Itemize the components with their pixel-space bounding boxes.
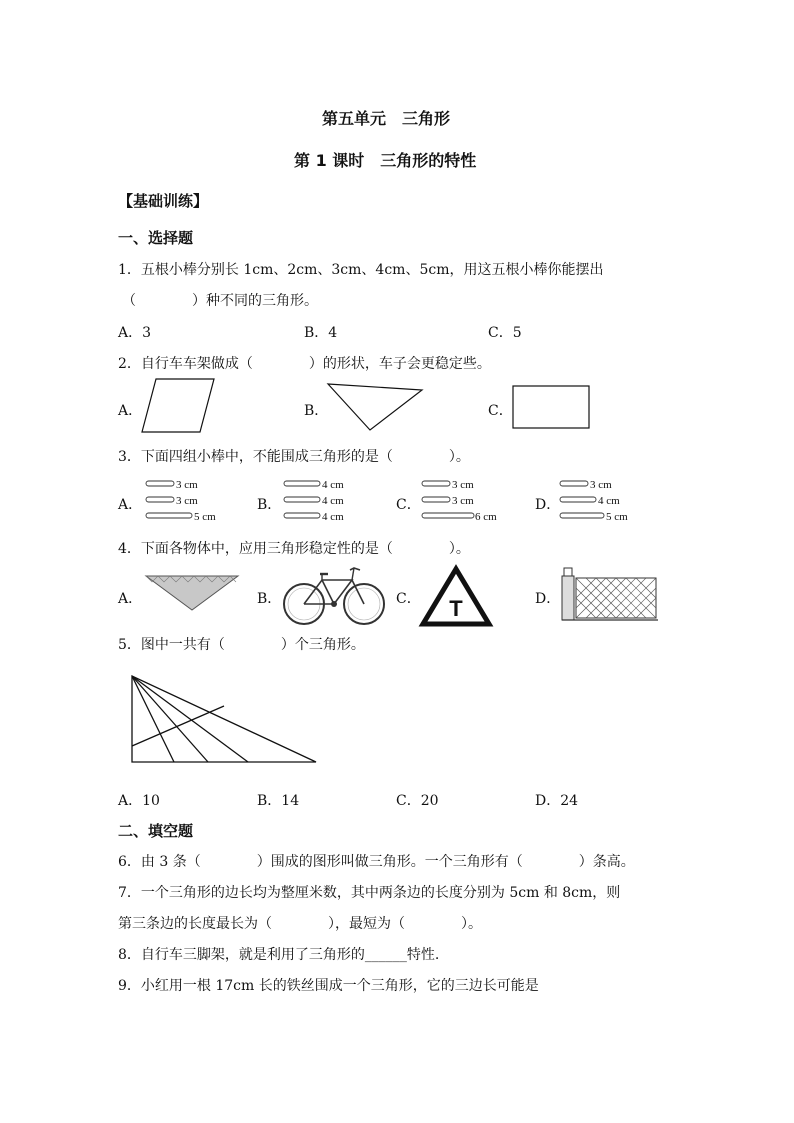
q8-text: 8．自行车三脚架，就是利用了三角形的______特性.: [118, 947, 440, 963]
stick-group-d: [558, 478, 648, 526]
q1-line1: 1．五根小棒分别长 1cm、2cm、3cm、4cm、5cm，用这五根小棒你能摆出: [118, 262, 604, 278]
q3-option-a[interactable]: A．: [118, 497, 143, 513]
triangle-count-figure: [130, 674, 320, 766]
q1-line2: （ ）种不同的三角形。: [122, 293, 318, 309]
q4-option-d[interactable]: D．: [535, 591, 561, 607]
stick-label-d3: 5 cm: [606, 511, 628, 523]
stick-label-d1: 3 cm: [590, 479, 612, 491]
q2-option-c[interactable]: C．: [488, 403, 513, 419]
stick-label-c1: 3 cm: [452, 479, 474, 491]
q9-text: 9．小红用一根 17cm 长的铁丝围成一个三角形，它的三边长可能是: [118, 978, 539, 994]
q4-option-a[interactable]: A．: [118, 591, 143, 607]
lesson-title: 第 1 课时 三角形的特性: [294, 151, 477, 170]
q4-option-b[interactable]: B．: [257, 591, 282, 607]
stick-label-b2: 4 cm: [322, 495, 344, 507]
bicycle-figure: [282, 562, 386, 628]
q2-option-a[interactable]: A．: [118, 403, 143, 419]
q2-text: 2．自行车车架做成（ ）的形状，车子会更稳定些。: [118, 356, 491, 372]
q5-option-d[interactable]: D．24: [535, 793, 579, 809]
q4-option-c[interactable]: C．: [396, 591, 421, 607]
q5-option-c[interactable]: C．20: [396, 793, 439, 809]
q3-option-d[interactable]: D．: [535, 497, 561, 513]
stick-label-b3: 4 cm: [322, 511, 344, 523]
rectangle-figure: [512, 385, 592, 431]
q7-line2: 第三条边的长度最长为（ ），最短为（ ）。: [118, 916, 482, 932]
unit-title: 第五单元 三角形: [322, 109, 451, 128]
warning-sign-figure: [420, 566, 492, 628]
sign-letter: T: [449, 596, 463, 621]
stick-label-c3: 6 cm: [475, 511, 497, 523]
q2-option-b[interactable]: B．: [304, 403, 329, 419]
q6-text: 6．由 3 条（ ）围成的图形叫做三角形。一个三角形有（ ）条高。: [118, 854, 635, 870]
stick-label-a3: 5 cm: [194, 511, 216, 523]
q5-text: 5．图中一共有（ ）个三角形。: [118, 637, 365, 653]
q3-option-b[interactable]: B．: [257, 497, 282, 513]
stick-group-b: [282, 478, 372, 526]
stick-label-a1: 3 cm: [176, 479, 198, 491]
q5-option-b[interactable]: B．14: [257, 793, 300, 809]
stick-label-c2: 3 cm: [452, 495, 474, 507]
q1-option-c[interactable]: C．5: [488, 325, 522, 341]
stick-group-a: [144, 478, 234, 526]
q4-text: 4．下面各物体中，应用三角形稳定性的是（ ）。: [118, 541, 470, 557]
part1-heading: 一、选择题: [118, 229, 194, 247]
triangle-figure: [326, 382, 426, 432]
stick-group-c: [420, 478, 510, 526]
triangle-scarf-figure: [144, 572, 240, 612]
q1-option-b[interactable]: B．4: [304, 325, 338, 341]
q7-line1: 7．一个三角形的边长均为整厘米数，其中两条边的长度分别为 5cm 和 8cm，则: [118, 885, 621, 901]
q3-option-c[interactable]: C．: [396, 497, 421, 513]
stick-label-b1: 4 cm: [322, 479, 344, 491]
section-label: 【基础训练】: [118, 192, 209, 210]
q5-option-a[interactable]: A．10: [118, 793, 160, 809]
q3-text: 3．下面四组小棒中，不能围成三角形的是（ ）。: [118, 449, 470, 465]
stick-label-a2: 3 cm: [176, 495, 198, 507]
folding-gate-figure: [560, 566, 660, 622]
parallelogram-figure: [140, 378, 220, 434]
stick-label-d2: 4 cm: [598, 495, 620, 507]
q1-option-a[interactable]: A．3: [118, 325, 152, 341]
part2-heading: 二、填空题: [118, 822, 194, 840]
